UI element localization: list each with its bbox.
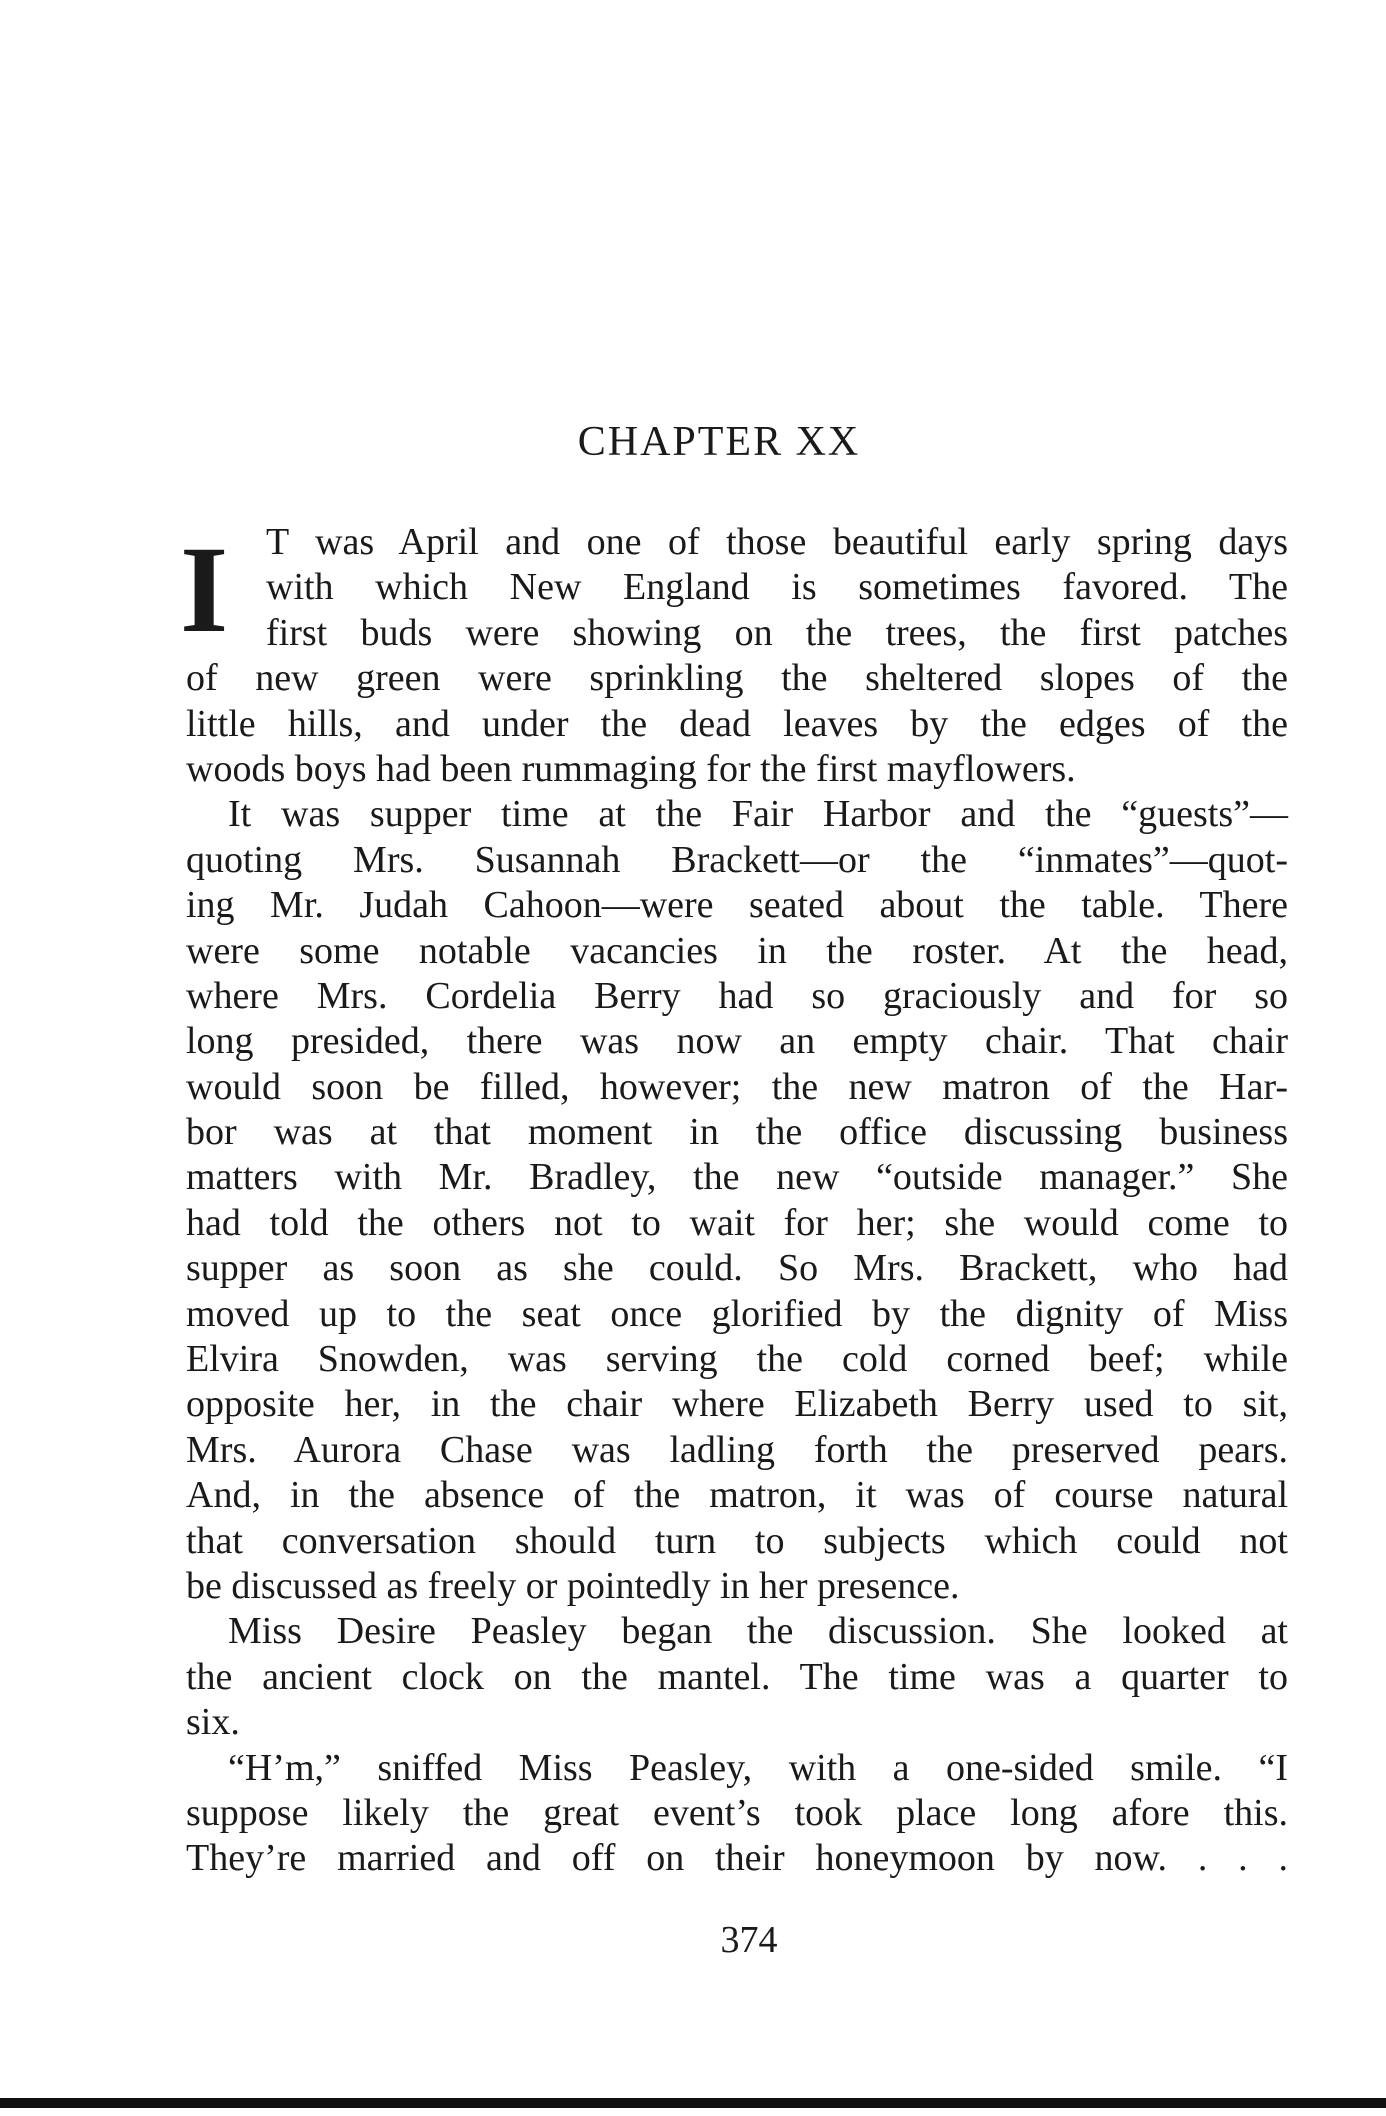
text-line: T was April and one of those beautiful early spring days xyxy=(266,521,1288,563)
text-line: little hills, and under the dead leaves by the edges of the xyxy=(186,702,1288,745)
page-number: 374 xyxy=(720,1919,778,1961)
text-line: quoting Mrs. Susannah Brackett—or the “inmates”—quot- xyxy=(186,838,1288,881)
text-line: Mrs. Aurora Chase was ladling forth the preserved pears. xyxy=(186,1428,1288,1471)
text-line: would soon be filled, however; the new matron of the Har- xyxy=(186,1065,1288,1108)
text-line: woods boys had been rummaging for the first mayflowers. xyxy=(186,747,1076,790)
scan-edge-divider xyxy=(0,2098,1386,2108)
text-line: bor was at that moment in the office discussing business xyxy=(186,1111,1288,1154)
text-line: “H’m,” sniffed Miss Peasley, with a one-sided smile. “I xyxy=(228,1746,1288,1789)
text-line: suppose likely the great event’s took place long afore this. xyxy=(186,1791,1288,1834)
text-line: that conversation should turn to subjects which could not xyxy=(186,1519,1288,1562)
text-line: were some notable vacancies in the roster. At the head, xyxy=(186,929,1288,972)
text-line: had told the others not to wait for her; she would come to xyxy=(186,1201,1288,1244)
text-line: be discussed as freely or pointedly in her presence. xyxy=(186,1564,960,1607)
text-line: where Mrs. Cordelia Berry had so graciously and for so xyxy=(186,974,1288,1017)
text-line: opposite her, in the chair where Elizabeth Berry used to sit, xyxy=(186,1383,1288,1426)
text-line: They’re married and off on their honeymoon by now. . . . xyxy=(186,1837,1288,1880)
text-line: long presided, there was now an empty chair. That chair xyxy=(186,1020,1288,1063)
body-text xyxy=(186,520,1288,1882)
drop-cap: I xyxy=(180,521,229,658)
text-line: moved up to the seat once glorified by the dignity of Miss xyxy=(186,1292,1288,1335)
text-line: with which New England is sometimes favored. The xyxy=(266,566,1288,609)
text-line: ing Mr. Judah Cahoon—were seated about the table. There xyxy=(186,884,1288,927)
text-line: Miss Desire Peasley began the discussion. She looked at xyxy=(228,1610,1288,1653)
text-line: supper as soon as she could. So Mrs. Brackett, who had xyxy=(186,1247,1288,1290)
text-line: of new green were sprinkling the sheltered slopes of the xyxy=(186,657,1288,700)
text-line: matters with Mr. Bradley, the new “outside manager.” She xyxy=(186,1156,1288,1199)
text-line: six. xyxy=(186,1701,240,1744)
text-line: the ancient clock on the mantel. The time was a quarter to xyxy=(186,1655,1288,1698)
text-line: Elvira Snowden, was serving the cold corned beef; while xyxy=(186,1338,1288,1381)
chapter-title: CHAPTER XX xyxy=(577,419,861,465)
text-line: And, in the absence of the matron, it was of course natural xyxy=(186,1474,1288,1517)
text-line: first buds were showing on the trees, the first patches xyxy=(266,611,1288,654)
text-line: It was supper time at the Fair Harbor and the “guests”— xyxy=(228,793,1288,836)
